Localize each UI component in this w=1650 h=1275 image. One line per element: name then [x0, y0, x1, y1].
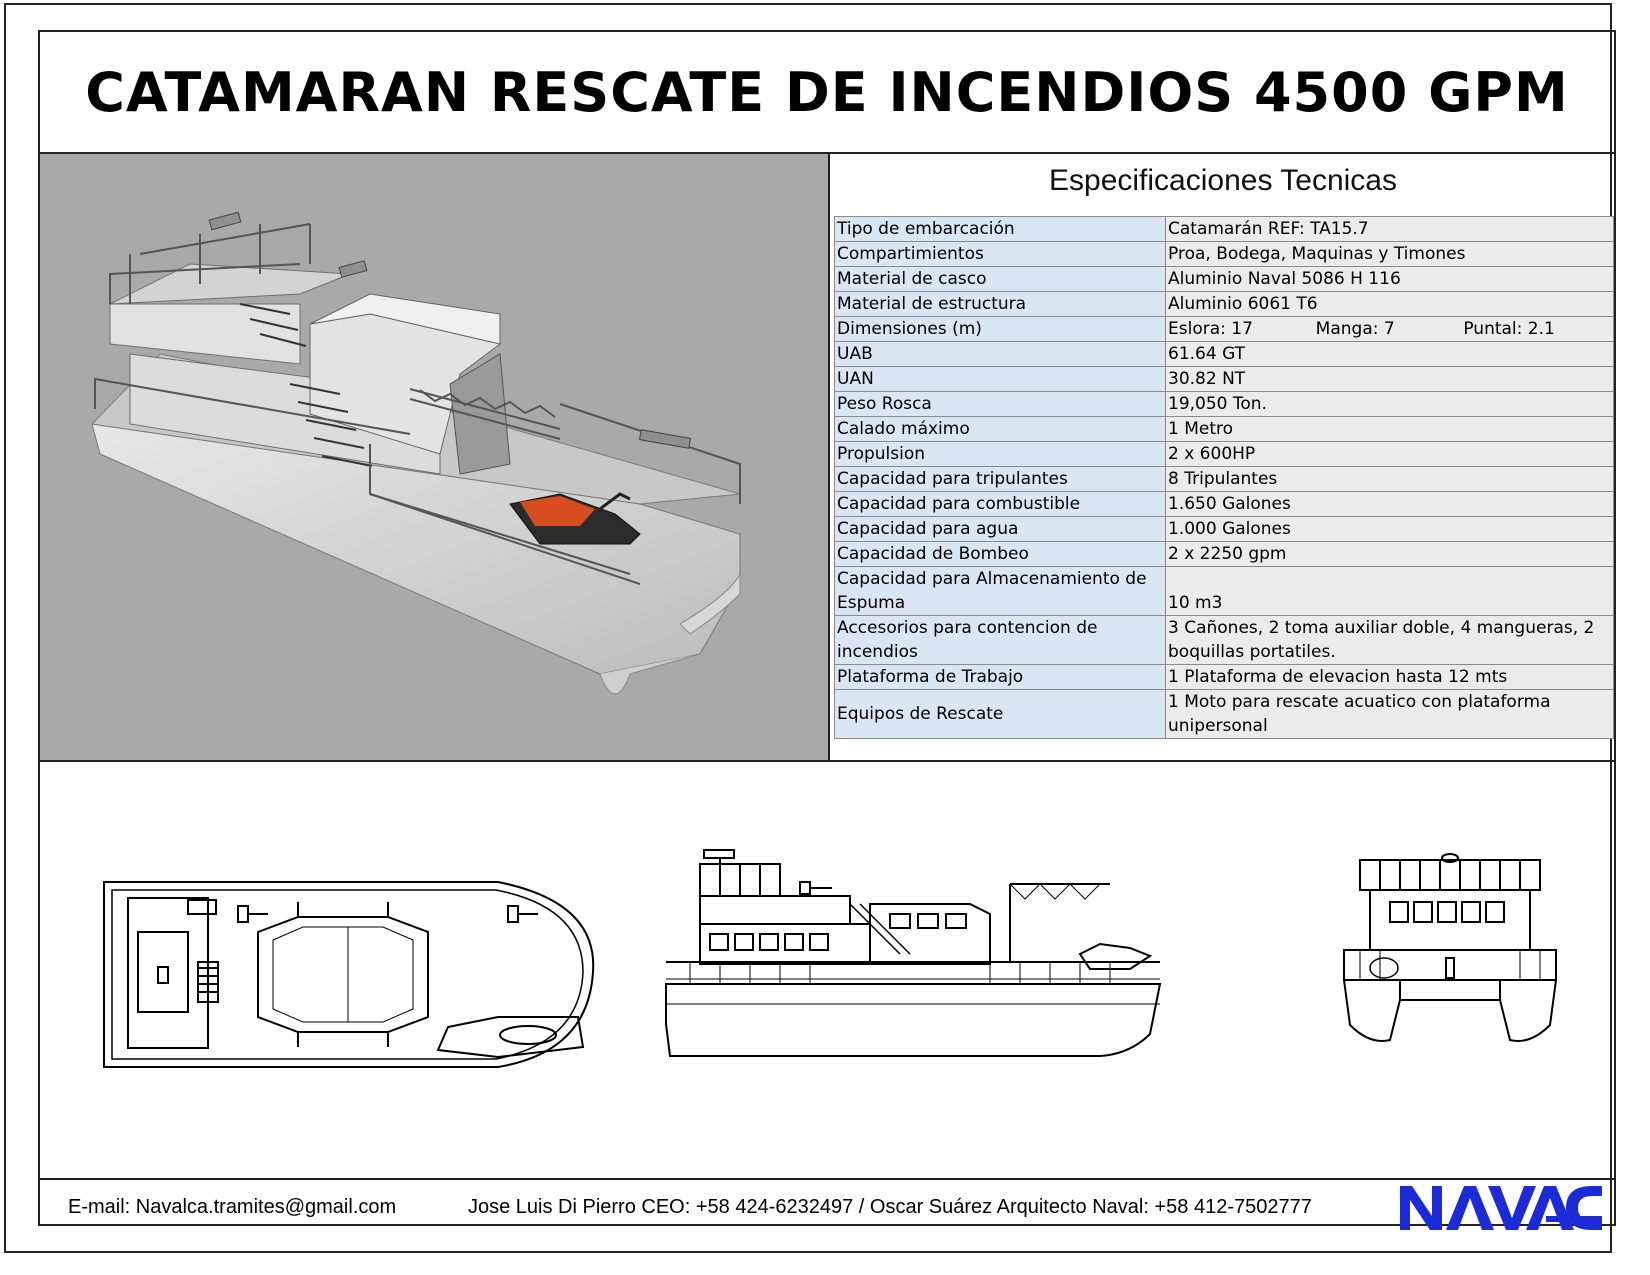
- spec-value: 1.000 Galones: [1166, 517, 1614, 542]
- table-row: [835, 342, 1614, 367]
- table-row: [835, 217, 1614, 242]
- table-row: [835, 517, 1614, 542]
- table-row: [835, 267, 1614, 292]
- spec-value: 8 Tripulantes: [1166, 467, 1614, 492]
- spec-value: 1 Moto para rescate acuatico con plataforma unipersonal: [1166, 690, 1614, 739]
- spec-label: Accesorios para contencion de incendios: [835, 616, 1166, 665]
- table-row: [835, 690, 1614, 739]
- table-row: [835, 317, 1614, 342]
- spec-value: Aluminio 6061 T6: [1166, 292, 1614, 317]
- spec-value: 19,050 Ton.: [1166, 392, 1614, 417]
- spec-label: Material de estructura: [835, 292, 1166, 317]
- spec-value: 2 x 600HP: [1166, 442, 1614, 467]
- table-row: [835, 417, 1614, 442]
- table-row: [835, 567, 1614, 616]
- table-row: [835, 242, 1614, 267]
- spec-value: 1 Plataforma de elevacion hasta 12 mts: [1166, 665, 1614, 690]
- spec-value: 1 Metro: [1166, 417, 1614, 442]
- spec-value: 30.82 NT: [1166, 367, 1614, 392]
- plan-view-drawing: [98, 872, 598, 1072]
- spec-label: UAB: [835, 342, 1166, 367]
- footer-contacts: Jose Luis Di Pierro CEO: +58 424-6232497 / Oscar Suárez Arquitecto Naval: +58 412-7502777: [468, 1196, 1312, 1218]
- spec-label: Equipos de Rescate: [835, 690, 1166, 739]
- spec-label: Capacidad para agua: [835, 517, 1166, 542]
- spec-label: Peso Rosca: [835, 392, 1166, 417]
- spec-label: Tipo de embarcación: [835, 217, 1166, 242]
- spec-label: Capacidad para combustible: [835, 492, 1166, 517]
- side-profile-drawing: [660, 844, 1170, 1074]
- table-row: [835, 292, 1614, 317]
- spec-value: Proa, Bodega, Maquinas y Timones: [1166, 242, 1614, 267]
- page-title: CATAMARAN RESCATE DE INCENDIOS 4500 GPM: [40, 32, 1614, 154]
- specifications-panel: [830, 154, 1616, 760]
- table-row: [835, 467, 1614, 492]
- spec-label: Compartimientos: [835, 242, 1166, 267]
- technical-drawings: [40, 762, 1614, 1162]
- spec-label: Plataforma de Trabajo: [835, 665, 1166, 690]
- spec-label: Capacidad para Almacenamiento de Espuma: [835, 567, 1166, 616]
- front-view-drawing: [1340, 850, 1560, 1080]
- table-row: [835, 442, 1614, 467]
- dimension-eslora: Eslora: 17: [1168, 319, 1253, 339]
- specifications-table: [834, 216, 1614, 739]
- sheet: [38, 30, 1616, 1226]
- footer-email: E-mail: Navalca.tramites@gmail.com: [68, 1196, 397, 1218]
- table-row: [835, 367, 1614, 392]
- spec-label: Capacidad de Bombeo: [835, 542, 1166, 567]
- footer: [40, 1178, 1614, 1226]
- table-row: [835, 665, 1614, 690]
- spec-value: 10 m3: [1166, 567, 1614, 616]
- dimension-manga: Manga: 7: [1315, 319, 1395, 339]
- table-row: [835, 392, 1614, 417]
- vessel-render-image: [40, 154, 828, 760]
- spec-value: 1.650 Galones: [1166, 492, 1614, 517]
- spec-label: Calado máximo: [835, 417, 1166, 442]
- dimension-puntal: Puntal: 2.1: [1463, 319, 1555, 339]
- table-row: [835, 616, 1614, 665]
- table-row: [835, 492, 1614, 517]
- spec-label: UAN: [835, 367, 1166, 392]
- table-row: [835, 542, 1614, 567]
- navalca-logo: [1396, 1182, 1606, 1234]
- spec-value-dimensions: [1166, 317, 1614, 342]
- spec-value: 2 x 2250 gpm: [1166, 542, 1614, 567]
- spec-label: Material de casco: [835, 267, 1166, 292]
- specifications-title: Especificaciones Tecnicas: [1049, 164, 1397, 197]
- spec-label: Capacidad para tripulantes: [835, 467, 1166, 492]
- spec-value: Aluminio Naval 5086 H 116: [1166, 267, 1614, 292]
- vessel-render: [40, 154, 830, 760]
- spec-value: 3 Cañones, 2 toma auxiliar doble, 4 mangueras, 2 boquillas portatiles.: [1166, 616, 1614, 665]
- spec-label: Propulsion: [835, 442, 1166, 467]
- spec-value: Catamarán REF: TA15.7: [1166, 217, 1614, 242]
- spec-value: 61.64 GT: [1166, 342, 1614, 367]
- spec-label: Dimensiones (m): [835, 317, 1166, 342]
